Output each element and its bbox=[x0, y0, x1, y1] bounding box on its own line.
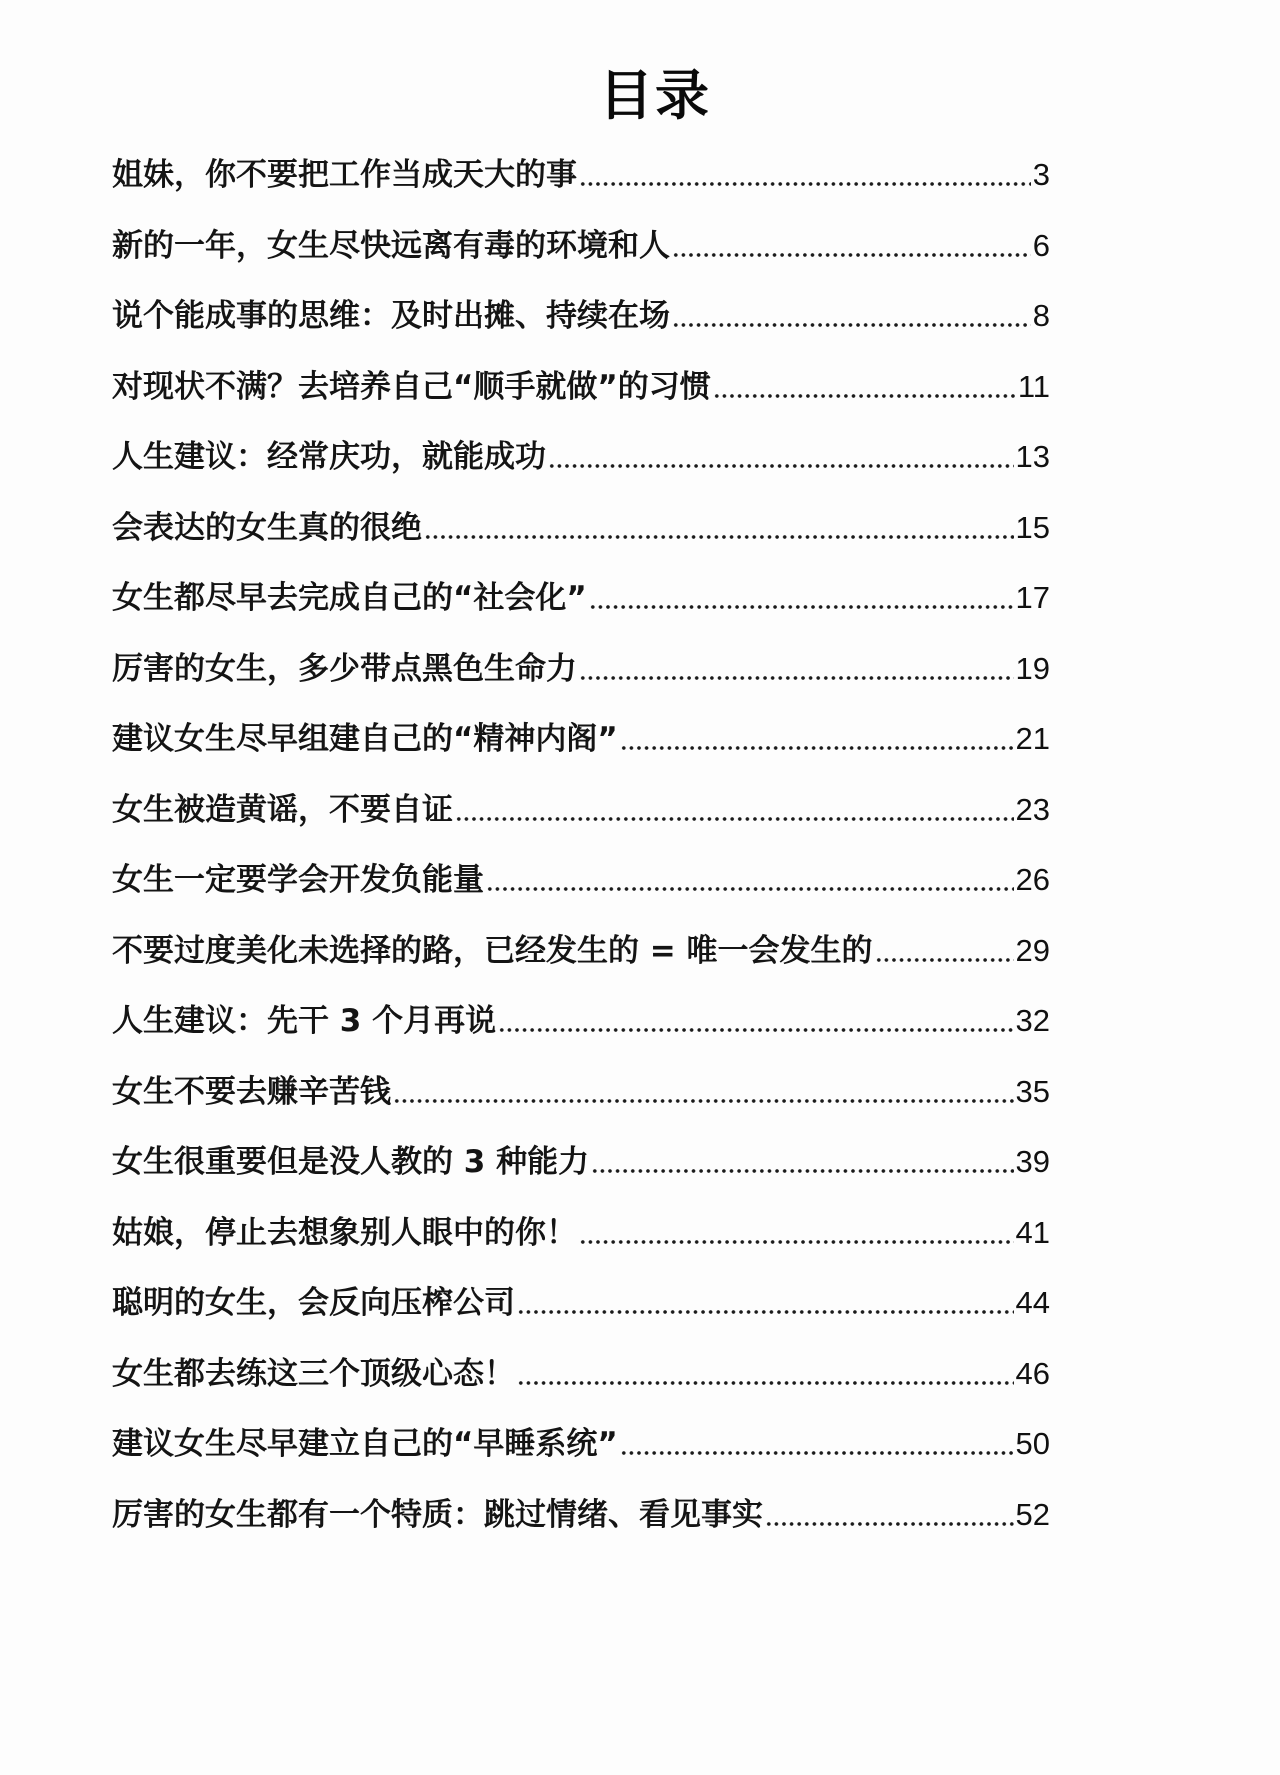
toc-entry-page-number: 23 bbox=[1015, 791, 1050, 827]
toc-entry-page-number: 35 bbox=[1015, 1073, 1050, 1109]
dot-leader bbox=[672, 251, 1031, 259]
toc-entry-title: 会表达的女生真的很绝 bbox=[112, 509, 422, 546]
dot-leader bbox=[672, 321, 1031, 329]
toc-entry-page-number: 21 bbox=[1015, 721, 1050, 756]
toc-entry-title: 聪明的女生，会反向压榨公司 bbox=[112, 1285, 515, 1321]
toc-entry-page-number: 44 bbox=[1015, 1285, 1050, 1320]
toc-entry[interactable] bbox=[112, 647, 1050, 691]
toc-entry-page-number: 46 bbox=[1015, 1355, 1050, 1391]
toc-entry-page-number: 13 bbox=[1015, 439, 1050, 474]
dot-leader bbox=[498, 1026, 1013, 1034]
toc-entry-page-number: 6 bbox=[1032, 227, 1050, 263]
toc-entry-page-number: 11 bbox=[1017, 368, 1050, 404]
dot-leader bbox=[875, 956, 1014, 964]
toc-entry-title: 人生建议：先干 3 个月再说 bbox=[112, 1003, 497, 1039]
toc-entry[interactable] bbox=[112, 1493, 1050, 1537]
dot-leader bbox=[424, 533, 1014, 541]
toc-entry[interactable] bbox=[112, 1281, 1050, 1325]
toc-entry-title: 女生一定要学会开发负能量 bbox=[112, 862, 484, 898]
toc-entry-title: 姐妹，你不要把工作当成天大的事 bbox=[112, 157, 577, 193]
toc-entry-page-number: 8 bbox=[1032, 298, 1050, 333]
toc-entry-page-number: 41 bbox=[1015, 1214, 1050, 1250]
toc-entry-page-number: 32 bbox=[1015, 1003, 1050, 1038]
toc-entry[interactable] bbox=[112, 435, 1050, 479]
toc-entry-title: 女生都尽早去完成自己的“社会化” bbox=[112, 580, 587, 616]
toc-entry[interactable] bbox=[112, 576, 1050, 620]
toc-entry-page-number: 19 bbox=[1015, 650, 1050, 686]
toc-entry[interactable] bbox=[112, 294, 1050, 338]
toc-entry-title: 姑娘，停止去想象别人眼中的你！ bbox=[112, 1214, 577, 1251]
toc-entry[interactable] bbox=[112, 999, 1050, 1043]
dot-leader bbox=[591, 1167, 1013, 1175]
dot-leader bbox=[455, 815, 1014, 823]
toc-entry-page-number: 29 bbox=[1015, 932, 1050, 968]
toc-entry-title: 女生不要去赚辛苦钱 bbox=[112, 1073, 391, 1110]
toc-entry[interactable] bbox=[112, 506, 1050, 550]
toc-entry-page-number: 15 bbox=[1015, 509, 1050, 545]
toc-entry-page-number: 17 bbox=[1015, 580, 1050, 615]
toc-entry-title: 厉害的女生，多少带点黑色生命力 bbox=[112, 650, 577, 687]
toc-entry[interactable] bbox=[112, 1211, 1050, 1255]
dot-leader bbox=[713, 392, 1016, 400]
dot-leader bbox=[620, 744, 1014, 752]
toc-entry[interactable] bbox=[112, 365, 1050, 409]
dot-leader bbox=[517, 1308, 1014, 1316]
toc-list bbox=[112, 153, 1050, 1563]
dot-leader bbox=[579, 674, 1014, 682]
toc-entry[interactable] bbox=[112, 224, 1050, 268]
toc-entry-title: 对现状不满？去培养自己“顺手就做”的习惯 bbox=[112, 368, 711, 405]
toc-entry[interactable] bbox=[112, 717, 1050, 761]
toc-entry[interactable] bbox=[112, 1422, 1050, 1466]
toc-entry-title: 人生建议：经常庆功，就能成功 bbox=[112, 439, 546, 475]
toc-entry[interactable] bbox=[112, 1352, 1050, 1396]
toc-entry-title: 女生很重要但是没人教的 3 种能力 bbox=[112, 1144, 590, 1180]
dot-leader bbox=[579, 1238, 1014, 1246]
dot-leader bbox=[486, 885, 1014, 893]
toc-entry-page-number: 52 bbox=[1015, 1496, 1050, 1532]
toc-entry[interactable] bbox=[112, 929, 1050, 973]
dot-leader bbox=[765, 1520, 1014, 1528]
toc-entry-title: 厉害的女生都有一个特质：跳过情绪、看见事实 bbox=[112, 1496, 763, 1533]
toc-entry-page-number: 39 bbox=[1015, 1144, 1050, 1179]
toc-entry[interactable] bbox=[112, 858, 1050, 902]
toc-entry[interactable] bbox=[112, 1140, 1050, 1184]
toc-entry[interactable] bbox=[112, 788, 1050, 832]
toc-entry-title: 女生都去练这三个顶级心态！ bbox=[112, 1355, 515, 1392]
toc-entry-title: 建议女生尽早组建自己的“精神内阁” bbox=[112, 721, 618, 757]
dot-leader bbox=[393, 1097, 1014, 1105]
dot-leader bbox=[589, 603, 1014, 611]
toc-entry[interactable] bbox=[112, 153, 1050, 197]
dot-leader bbox=[548, 462, 1014, 470]
toc-entry-page-number: 3 bbox=[1032, 157, 1050, 192]
toc-entry-page-number: 26 bbox=[1015, 862, 1050, 897]
toc-entry-title: 说个能成事的思维：及时出摊、持续在场 bbox=[112, 298, 670, 334]
toc-entry-title: 不要过度美化未选择的路，已经发生的 = 唯一会发生的 bbox=[112, 932, 873, 969]
toc-entry[interactable] bbox=[112, 1070, 1050, 1114]
toc-entry-title: 新的一年，女生尽快远离有毒的环境和人 bbox=[112, 227, 670, 264]
dot-leader bbox=[517, 1379, 1014, 1387]
dot-leader bbox=[620, 1449, 1014, 1457]
toc-entry-title: 女生被造黄谣，不要自证 bbox=[112, 791, 453, 828]
toc-entry-page-number: 50 bbox=[1015, 1426, 1050, 1461]
toc-entry-title: 建议女生尽早建立自己的“早睡系统” bbox=[112, 1426, 618, 1462]
dot-leader bbox=[579, 180, 1031, 188]
page-title: 目录 bbox=[599, 64, 711, 128]
